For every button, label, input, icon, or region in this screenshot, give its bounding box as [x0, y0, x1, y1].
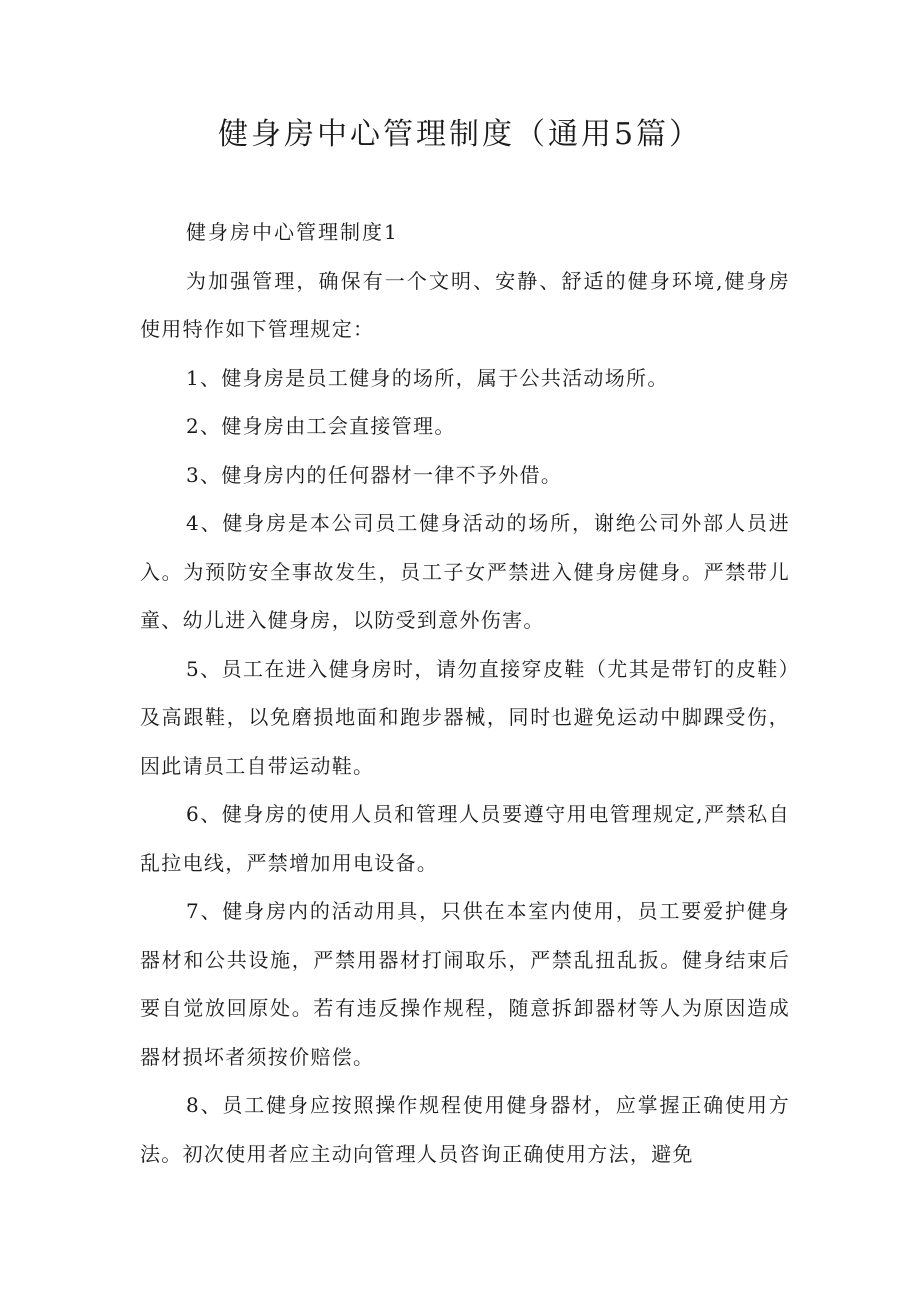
rule-item-6: 6、健身房的使用人员和管理人员要遵守用电管理规定,严禁私自乱拉电线，严禁增加用电设备。	[140, 802, 790, 875]
rule-item-2: 2、健身房由工会直接管理。	[186, 414, 456, 438]
rule-item-3: 3、健身房内的任何器材一律不予外借。	[186, 462, 563, 487]
section-heading: 健身房中心管理制度1	[186, 220, 399, 244]
intro-paragraph: 为加强管理，确保有一个文明、安静、舒适的健身环境,健身房使用特作如下管理规定：	[140, 268, 790, 341]
rule-item-4: 4、健身房是本公司员工健身活动的场所，谢绝公司外部人员进入。为预防安全事故发生，员工子女严禁进入健身房健身。严禁带儿童、幼儿进入健身房，以防受到意外伤害。	[140, 511, 790, 632]
rule-item-7: 7、健身房内的活动用具，只供在本室内使用，员工要爱护健身器材和公共设施，严禁用器材打闹取乐，严禁乱扭乱扳。健身结束后要自觉放回原处。若有违反操作规程，随意拆卸器材等人为原因造成器材损坏者须按价赔偿。	[140, 899, 790, 1069]
rule-item-8: 8、员工健身应按照操作规程使用健身器材，应掌握正确使用方法。初次使用者应主动向管理人员咨询正确使用方法，避免	[140, 1093, 790, 1166]
rule-item-5: 5、员工在进入健身房时，请勿直接穿皮鞋（尤其是带钉的皮鞋）及高跟鞋，以免磨损地面和跑步器械，同时也避免运动中脚踝受伤，因此请员工自带运动鞋。	[140, 656, 790, 778]
document-title: 健身房中心管理制度（通用5篇）	[217, 117, 703, 152]
rule-item-1: 1、健身房是员工健身的场所，属于公共活动场所。	[186, 365, 669, 390]
document-body	[140, 208, 790, 1178]
